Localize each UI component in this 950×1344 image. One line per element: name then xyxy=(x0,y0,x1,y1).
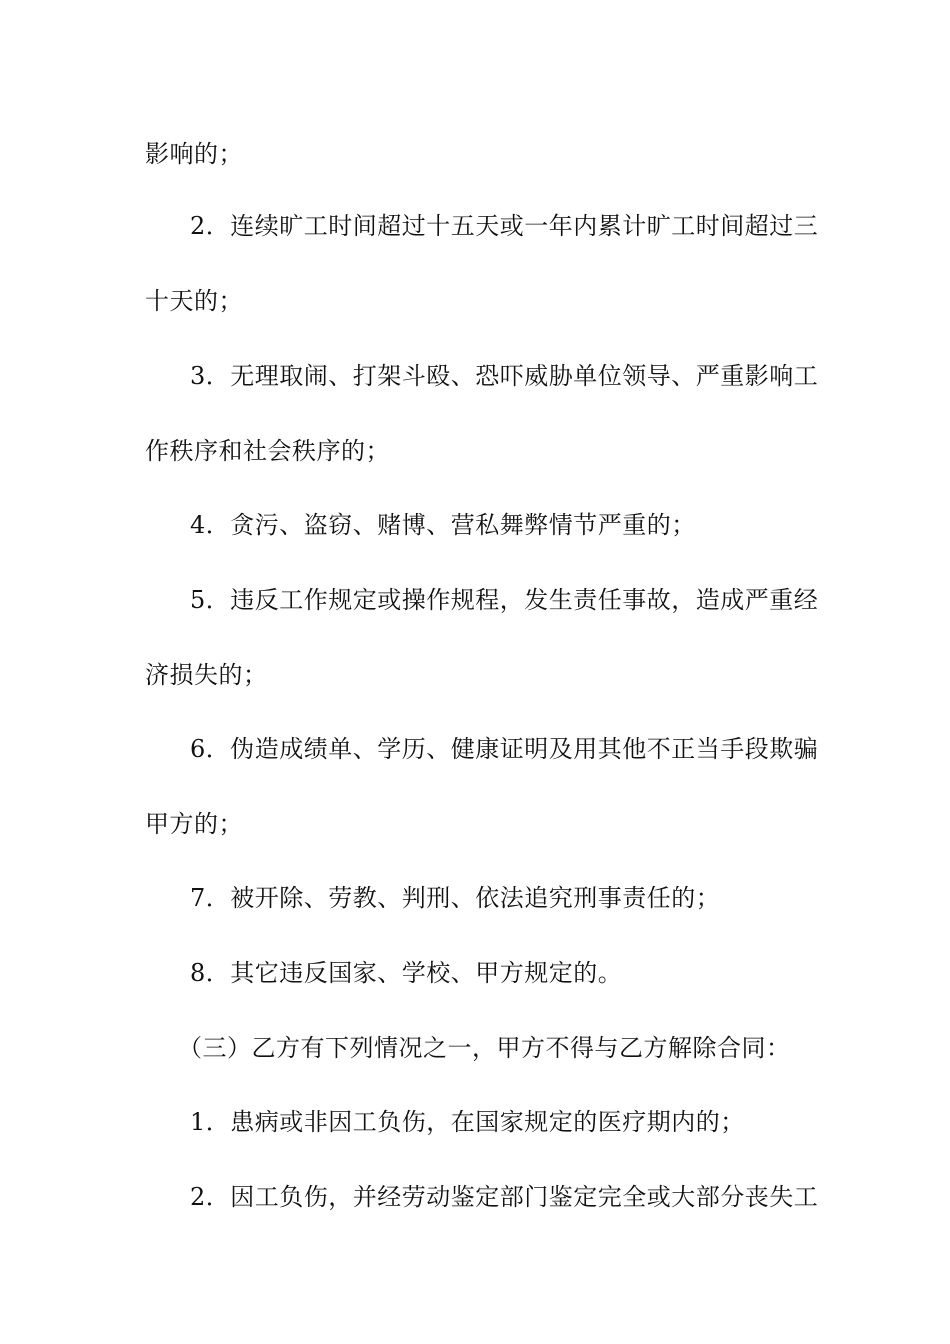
text-line-8: 济损失的； xyxy=(145,661,268,689)
text-line-13: （三）乙方有下列情况之一，甲方不得与乙方解除合同： xyxy=(178,1034,791,1062)
text-line-14: 1．患病或非因工负伤，在国家规定的医疗期内的； xyxy=(190,1108,745,1136)
text-line-1: 影响的； xyxy=(145,140,243,168)
text-line-15: 2．因工负伤，并经劳动鉴定部门鉴定完全或大部分丧失工 xyxy=(190,1183,819,1211)
text-line-10: 甲方的； xyxy=(145,810,243,838)
text-line-12: 8．其它违反国家、学校、甲方规定的。 xyxy=(190,959,623,987)
text-line-3: 十天的； xyxy=(145,287,243,315)
text-line-9: 6．伪造成绩单、学历、健康证明及用其他不正当手段欺骗 xyxy=(190,735,819,763)
text-line-2: 2．连续旷工时间超过十五天或一年内累计旷工时间超过三 xyxy=(190,212,819,240)
text-line-11: 7．被开除、劳教、判刑、依法追究刑事责任的； xyxy=(190,884,721,912)
text-line-6: 4．贪污、盗窃、赌博、营私舞弊情节严重的； xyxy=(190,511,696,539)
text-line-4: 3．无理取闹、打架斗殴、恐吓威胁单位领导、严重影响工 xyxy=(190,362,819,390)
text-line-7: 5．违反工作规定或操作规程，发生责任事故，造成严重经 xyxy=(190,586,819,614)
text-line-5: 作秩序和社会秩序的； xyxy=(145,437,390,465)
